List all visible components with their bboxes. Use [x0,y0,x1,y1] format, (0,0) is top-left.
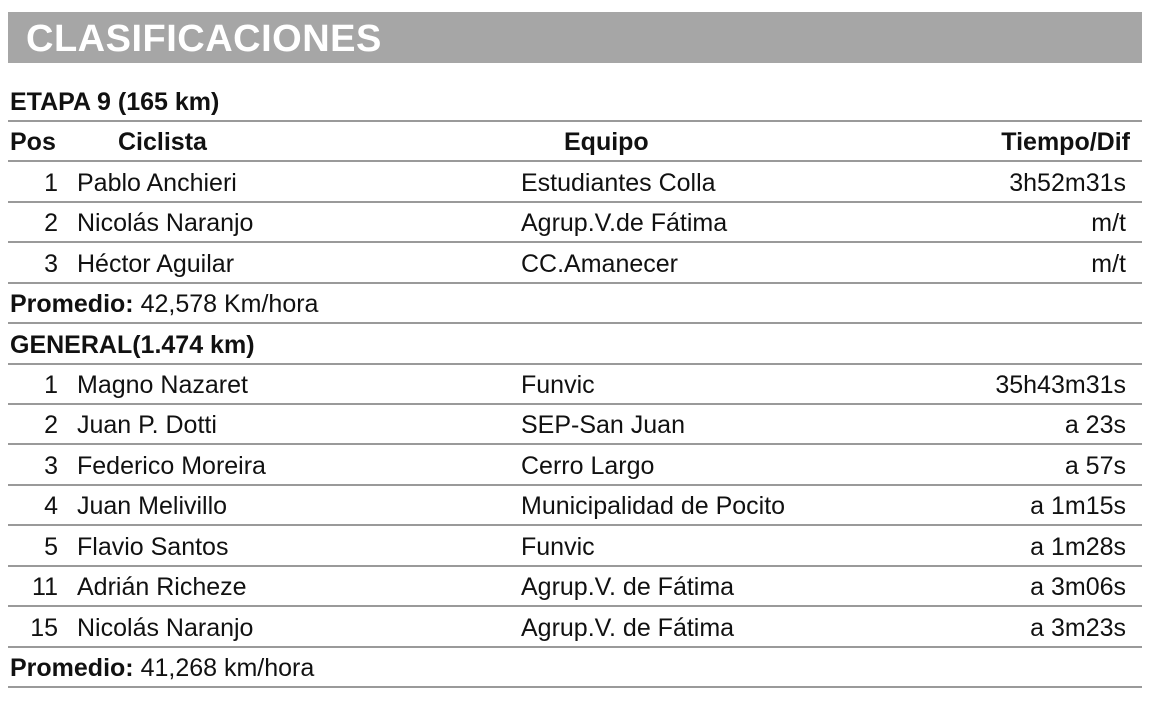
row-rider: Héctor Aguilar [77,250,235,278]
row-pos: 1 [44,371,58,399]
row-rider: Pablo Anchieri [77,169,237,197]
table-row [8,608,1142,648]
column-header-rider: Ciclista [118,128,207,156]
stage-average-row [8,284,1142,324]
table-row [8,405,1142,445]
row-team: Estudiantes Colla [521,169,716,197]
row-rider: Adrián Richeze [77,573,247,601]
title-banner [8,12,1142,63]
row-rider: Magno Nazaret [77,371,248,399]
row-time: a 1m28s [1030,533,1126,561]
row-time: m/t [1091,250,1126,278]
row-rider: Nicolás Naranjo [77,614,254,642]
row-team: Agrup.V. de Fátima [521,614,735,642]
row-pos: 5 [44,533,58,561]
row-time: a 3m06s [1030,573,1126,601]
row-time: 3h52m31s [1009,169,1126,197]
row-team: Agrup.V. de Fátima [521,573,735,601]
stage-heading: ETAPA 9 (165 km) [10,88,220,116]
general-heading-row [8,325,1142,365]
row-time: m/t [1091,209,1126,237]
table-row [8,527,1142,567]
row-pos: 3 [44,250,58,278]
row-pos: 2 [44,411,58,439]
average-value: 41,268 km/hora [133,654,315,682]
column-header-team: Equipo [564,128,649,156]
row-time: 35h43m31s [995,371,1126,399]
stage-average [10,284,318,324]
page-title: CLASIFICACIONES [26,18,382,60]
row-time: a 1m15s [1030,492,1126,520]
general-average [10,648,314,688]
table-row [8,446,1142,486]
row-rider: Flavio Santos [77,533,229,561]
general-average-row [8,648,1142,688]
table-row [8,244,1142,284]
row-pos: 3 [44,452,58,480]
row-time: a 23s [1064,411,1126,439]
row-rider: Federico Moreira [77,452,266,480]
table-row [8,486,1142,526]
table-row [8,567,1142,607]
row-pos: 11 [32,573,58,601]
row-team: SEP-San Juan [521,411,685,439]
average-value: 42,578 Km/hora [133,290,319,318]
column-header-time: Tiempo/Dif [1001,128,1130,156]
row-team: Cerro Largo [521,452,655,480]
row-team: CC.Amanecer [521,250,678,278]
row-team: Municipalidad de Pocito [521,492,786,520]
row-team: Funvic [521,371,595,399]
table-row [8,365,1142,405]
column-header-pos: Pos [10,128,56,156]
row-rider: Juan P. Dotti [77,411,217,439]
row-team: Agrup.V.de Fátima [521,209,728,237]
stage-heading-row [8,82,1142,122]
row-pos: 15 [30,614,58,642]
row-rider: Nicolás Naranjo [77,209,254,237]
average-label: Promedio: [10,654,134,682]
row-pos: 1 [44,169,58,197]
row-pos: 4 [44,492,58,520]
row-pos: 2 [44,209,58,237]
column-header-row [8,122,1142,162]
row-rider: Juan Melivillo [77,492,228,520]
row-time: a 3m23s [1030,614,1126,642]
table-row [8,163,1142,203]
table-row [8,203,1142,243]
row-team: Funvic [521,533,595,561]
row-time: a 57s [1064,452,1126,480]
average-label: Promedio: [10,290,134,318]
general-heading: GENERAL(1.474 km) [10,331,255,359]
